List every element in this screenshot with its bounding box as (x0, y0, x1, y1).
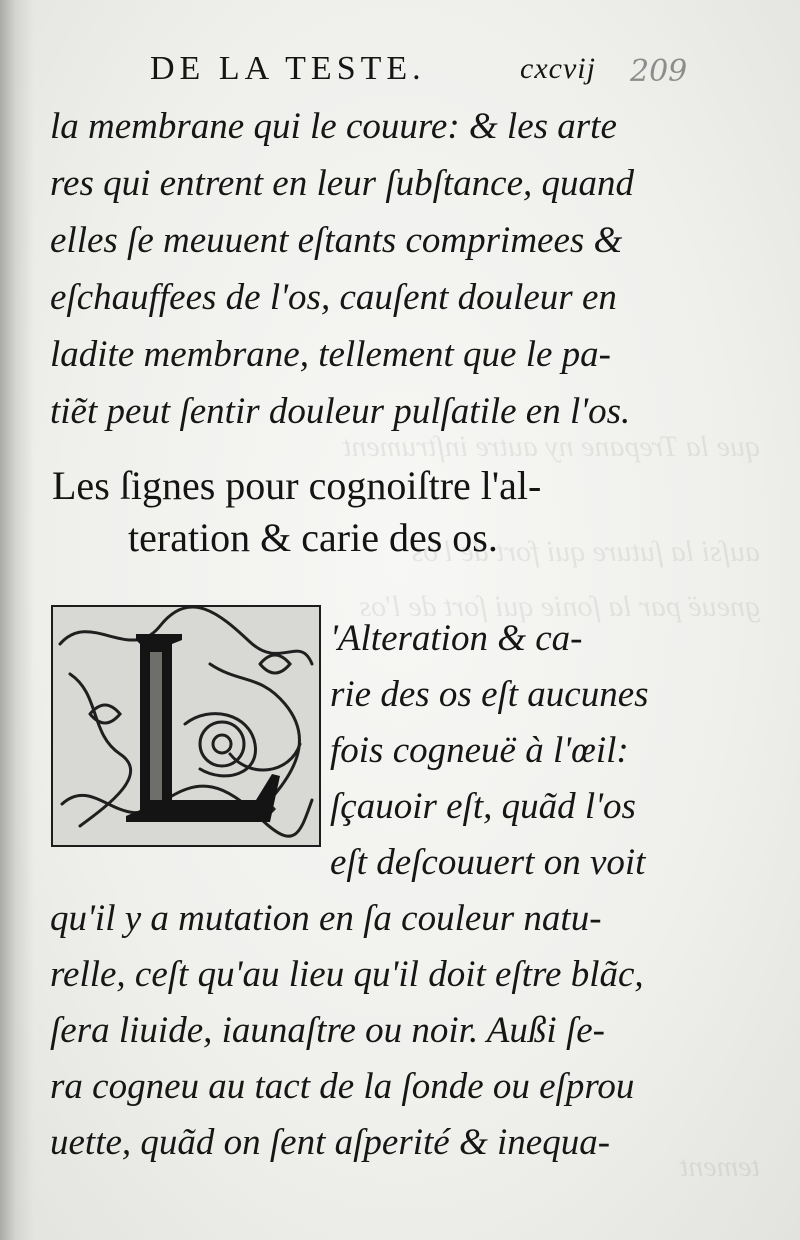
text-line: rie des os eſt aucunes (330, 674, 649, 715)
decorated-initial-L-icon (50, 604, 322, 848)
text-line: eſt deſcouuert on voit (330, 842, 646, 883)
text-line: eſchauffees de l'os, cauſent douleur en (50, 277, 617, 318)
text-line: res qui entrent en leur ſubſtance, quand (50, 163, 635, 204)
handwritten-page-number: 209 (630, 54, 688, 89)
text-line: tiẽt peut ſentir douleur pulſatile en l'os. (50, 391, 631, 432)
text-line: uette, quãd on ſent aſperité & inequa- (50, 1122, 611, 1163)
text-line: ra cogneu au tact de la ſonde ou eſprou (50, 1066, 635, 1107)
text-line: fois cogneuë à l'œil: (330, 730, 629, 771)
heading-line: Les ſignes pour cognoiſtre l'al- (52, 463, 542, 508)
show-through-text: que la Trepane ny autre inſtrument (343, 430, 760, 463)
text-line: relle, ceſt qu'au lieu qu'il doit eſtre blãc, (50, 954, 644, 995)
heading-line: teration & carie des os. (128, 515, 498, 560)
show-through-text: tement (680, 1150, 760, 1183)
text-line: la membrane qui le couure: & les arte (50, 106, 617, 147)
drop-cap-letter: L (50, 604, 51, 605)
text-line: ſçauoir eſt, quãd l'os (330, 786, 636, 827)
text-line: elles ſe meuuent eſtants comprimees & (50, 220, 623, 261)
text-line: 'Alteration & ca- (330, 618, 583, 659)
show-through-text: auſsi la ſuture qui fort de l'os (411, 535, 760, 568)
folio-number: cxcvij (520, 52, 596, 85)
page-header (0, 46, 800, 94)
text-line: ladite membrane, tellement que le pa- (50, 334, 611, 375)
text-line: qu'il y a mutation en ſa couleur natu- (50, 898, 602, 939)
running-head: DE LA TESTE. (150, 50, 426, 87)
show-through-text: gneuë par la ſonie qui ſort de l'os (359, 590, 760, 623)
binding-shadow (0, 0, 34, 1240)
text-line: ſera liuide, iaunaſtre ou noir. Außi ſe- (50, 1010, 605, 1051)
